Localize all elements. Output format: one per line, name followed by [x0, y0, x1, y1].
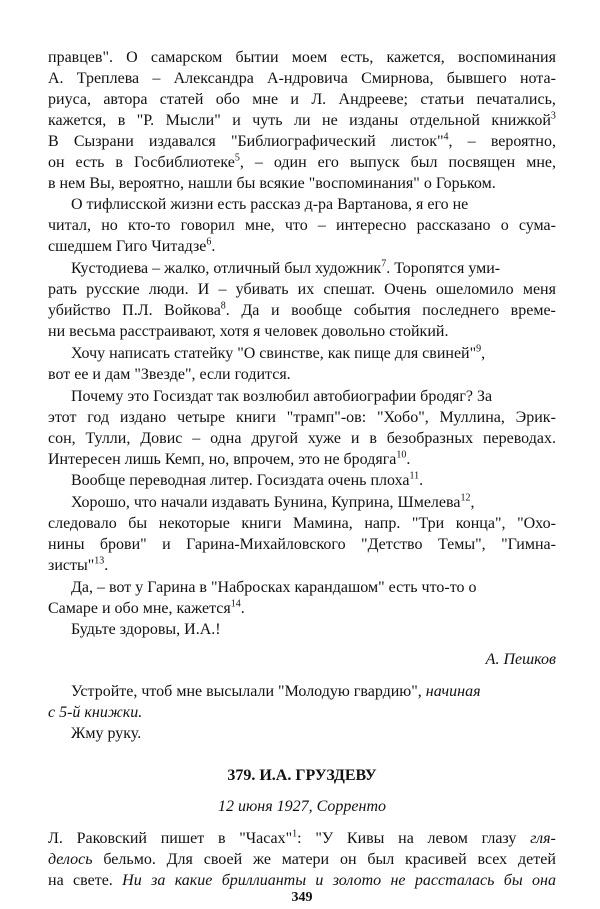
letter-heading: 379. И.А. ГРУЗДЕВУ — [227, 767, 377, 784]
word: говорил — [180, 217, 235, 234]
footnote-ref: 10 — [396, 449, 407, 461]
word: четыре — [177, 409, 226, 426]
word: бывшего — [446, 70, 507, 87]
text-line — [48, 215, 556, 236]
word: "Библиографический — [230, 133, 376, 150]
word: и — [162, 536, 171, 553]
word: бы — [128, 515, 148, 532]
word: "Хобо", — [376, 409, 429, 426]
text-line: Да, – вот у Гарина в "Набросках карандашом" есть что-то о — [71, 579, 477, 596]
word: издавался — [148, 133, 216, 150]
word: меня — [522, 281, 556, 298]
word: следовало — [48, 515, 117, 532]
word: "Гимна- — [501, 536, 556, 553]
word: нота- — [519, 70, 556, 87]
word: безобразных — [386, 430, 474, 447]
word: рассталась — [414, 872, 495, 889]
word: "Р. — [136, 112, 155, 129]
word: последнего — [422, 302, 500, 319]
word: А. — [48, 70, 64, 87]
word: – — [218, 281, 227, 298]
word: В — [48, 133, 59, 150]
word: он — [48, 154, 65, 171]
text-line — [48, 131, 556, 152]
word: конца", — [455, 515, 506, 532]
word: бриллианты — [221, 872, 307, 889]
word: всех — [477, 851, 508, 868]
text-line — [48, 300, 556, 321]
word: матери — [281, 851, 330, 868]
word: убивать — [235, 281, 289, 298]
word: на — [398, 830, 414, 847]
word: выпуск — [349, 154, 400, 171]
word: мне — [252, 91, 279, 108]
text-line: Хочу написать статейку "О свинстве, как пище для свиней"$^9$, — [71, 343, 486, 362]
word: их — [297, 281, 315, 298]
word: – — [317, 217, 326, 234]
word: "трамп"-ов: — [286, 409, 367, 426]
word: Эрик- — [515, 409, 556, 426]
word: отдельной — [409, 112, 480, 129]
footnote-ref: 5 — [234, 152, 240, 164]
word: моем — [291, 49, 328, 66]
text-line: в нем Вы, вероятно, нашли бы всякие "воспоминания" о Горьком. — [48, 175, 496, 192]
word: русские — [86, 281, 140, 298]
word: Госбиблиотеке$^5$, — [133, 152, 244, 171]
word: читал, — [48, 217, 92, 234]
text-line — [48, 279, 556, 300]
word: левом — [427, 830, 468, 847]
word: бытии — [235, 49, 279, 66]
word: мне, — [526, 154, 556, 171]
footnote-ref: 12 — [460, 492, 471, 504]
footnote-ref: 6 — [206, 236, 212, 248]
word: год — [87, 409, 110, 426]
word: посвящен — [448, 154, 516, 171]
word: хуже — [307, 430, 341, 447]
word: нины — [48, 536, 85, 553]
text-line: сшедшем Гиго Читадзе$^6$. — [48, 236, 216, 255]
word: не — [322, 112, 338, 129]
word: Очень — [384, 281, 427, 298]
word: Войкова$^8$. — [164, 300, 230, 319]
word: он — [339, 851, 357, 868]
word: этот — [48, 409, 77, 426]
word: в — [217, 830, 226, 847]
word: Раковский — [76, 830, 147, 847]
word: напр. — [364, 515, 401, 532]
text-line — [48, 428, 556, 449]
word: – — [192, 430, 201, 447]
text-line — [48, 47, 556, 68]
word: Гарина-Михайловского — [186, 536, 346, 553]
word: листок"$^4$, — [390, 131, 453, 150]
word: о — [500, 217, 509, 234]
word: за — [151, 872, 166, 889]
word: обо — [215, 91, 240, 108]
word: золото — [332, 872, 382, 889]
word: Александра — [173, 70, 254, 87]
word: его — [317, 154, 339, 171]
word: "Детство — [361, 536, 423, 553]
text-line: вот ее и дам "Звезде", если годится. — [48, 366, 291, 383]
word: време- — [510, 302, 556, 319]
word: вероятно, — [490, 133, 556, 150]
text-line: О тифлисской жизни есть рассказ д-ра Вартанова, я его не — [71, 196, 469, 213]
word: П.Л. — [122, 302, 153, 319]
word: же — [252, 851, 271, 868]
word: не — [390, 872, 406, 889]
word: глазу — [481, 830, 517, 847]
word: чуть — [252, 112, 283, 129]
word: убийство — [48, 302, 111, 319]
word: книги — [235, 409, 276, 426]
text-line — [48, 849, 556, 870]
text-line — [48, 110, 556, 131]
text-line: Вообще переводная литер. Госиздата очень плоха$^{11}$. — [71, 470, 424, 489]
word: вообще — [291, 302, 343, 319]
word: бельмо. — [103, 851, 156, 868]
word: Муллина, — [439, 409, 505, 426]
word: Мысли" — [165, 112, 221, 129]
word: и — [232, 112, 241, 129]
footnote-ref: 7 — [381, 258, 387, 270]
word: риуса, — [48, 91, 91, 108]
footnote-ref: 13 — [94, 555, 105, 567]
text-line: Кустодиева – жалко, отличный был художник$^7$. Торопятся уми- — [71, 258, 501, 277]
word: – — [467, 133, 476, 150]
footnote-ref: 8 — [220, 300, 226, 312]
word: Темы", — [437, 536, 486, 553]
word: И — [197, 281, 210, 298]
word: кажется, — [386, 49, 445, 66]
word: ли — [294, 112, 311, 129]
word: – — [254, 154, 263, 171]
word: и — [315, 872, 324, 889]
footnote-ref: 4 — [443, 131, 449, 143]
postscript-line: с 5-й книжки. — [48, 704, 143, 721]
word: – — [152, 70, 161, 87]
word: она — [532, 872, 556, 889]
word: сума- — [518, 217, 556, 234]
word: что — [284, 217, 308, 234]
word: свете. — [73, 872, 113, 889]
text-line: ни весьма расстраивают, хотя я человек довольно стойкий. — [48, 323, 449, 340]
footnote-ref: 1 — [292, 828, 298, 840]
word: книги — [241, 515, 282, 532]
word: Да — [241, 302, 260, 319]
word: мне, — [244, 217, 275, 234]
word: бы — [503, 872, 523, 889]
word: был — [367, 851, 395, 868]
text-line: зисты"$^{13}$. — [48, 555, 109, 574]
word: брови" — [99, 536, 147, 553]
signature: А. Пешков — [485, 651, 556, 668]
word: делось — [48, 851, 93, 868]
word: Смирнова, — [361, 70, 434, 87]
word: был — [410, 154, 438, 171]
word: рассказано — [416, 217, 491, 234]
word: "Охо- — [517, 515, 556, 532]
word: издано — [119, 409, 167, 426]
page-number: 349 — [291, 890, 313, 905]
word: сон, — [48, 430, 76, 447]
word: события — [353, 302, 411, 319]
word: книжкой$^3$ — [491, 110, 556, 129]
text-line: Самаре и обо мне, кажется$^{14}$. — [48, 598, 245, 617]
word: Мамина, — [293, 515, 353, 532]
word: А-ндровича — [267, 70, 348, 87]
text-line: Хорошо, что начали издавать Бунина, Куприна, Шмелева$^{12}$, — [71, 492, 475, 511]
word: правцев". — [48, 49, 113, 66]
word: статей — [159, 91, 204, 108]
text-line — [48, 828, 556, 849]
footnote-ref: 3 — [550, 110, 556, 122]
word: есть, — [340, 49, 374, 66]
word: кажется, — [48, 112, 107, 129]
word: переводах. — [482, 430, 556, 447]
word: в — [369, 430, 377, 447]
letter-date-place: 12 июня 1927, Сорренто — [217, 798, 387, 815]
word: есть — [75, 154, 105, 171]
word: в — [117, 112, 126, 129]
text-line — [48, 407, 556, 428]
word: Л. — [48, 830, 63, 847]
word: и — [350, 430, 360, 447]
word: один — [273, 154, 307, 171]
word: О — [126, 49, 138, 66]
word: самарском — [150, 49, 223, 66]
word: кто-то — [127, 217, 171, 234]
word: интересно — [336, 217, 407, 234]
footnote-ref: 9 — [476, 343, 482, 355]
text-line: Почему это Госиздат так возлюбил автобиографии бродяг? За — [71, 388, 493, 405]
word: гля- — [530, 830, 556, 847]
postscript-line: Устройте, чтоб мне высылали "Молодую гвардию", начиная — [71, 683, 481, 700]
text-line — [48, 513, 556, 534]
word: Сызрани — [73, 133, 134, 150]
text-line: Интересен лишь Кемп, но, впрочем, это не бродяга$^{10}$. — [48, 449, 411, 468]
word: печатались, — [476, 91, 556, 108]
word: Л. — [311, 91, 327, 108]
word: статьи — [420, 91, 465, 108]
word: "Три — [411, 515, 445, 532]
word: Тулли, — [85, 430, 131, 447]
word: в — [115, 154, 123, 171]
word: и — [290, 91, 299, 108]
text-line — [48, 89, 556, 110]
word: Андрееве; — [338, 91, 408, 108]
footnote-ref: 11 — [409, 470, 420, 482]
word: некоторые — [158, 515, 230, 532]
word: пишет — [160, 830, 205, 847]
word: автора — [103, 91, 148, 108]
word: Треплева — [76, 70, 140, 87]
word: на — [48, 872, 64, 889]
word: какие — [174, 872, 213, 889]
word: "Часах"$^1$: — [239, 828, 302, 847]
word: но — [101, 217, 118, 234]
word: изданы — [349, 112, 399, 129]
word: ошеломило — [435, 281, 514, 298]
word: Довис — [140, 430, 183, 447]
postscript-line: Жму руку. — [71, 725, 142, 742]
word: Кивы — [346, 830, 385, 847]
footnote-ref: 14 — [230, 598, 241, 610]
word: спешат. — [323, 281, 375, 298]
word: воспоминания — [457, 49, 556, 66]
text-line — [48, 152, 556, 173]
word: Для — [166, 851, 193, 868]
word: "У — [315, 830, 334, 847]
word: одна — [210, 430, 242, 447]
text-line — [48, 68, 556, 89]
word: красивей — [405, 851, 467, 868]
word: люди. — [148, 281, 189, 298]
word: рать — [48, 281, 77, 298]
word: другой — [251, 430, 298, 447]
text-line — [48, 534, 556, 555]
word: Ни — [122, 872, 142, 889]
word: детей — [518, 851, 556, 868]
closing-line: Будьте здоровы, И.А.! — [71, 621, 221, 638]
word: и — [270, 302, 280, 319]
word: своей — [203, 851, 243, 868]
